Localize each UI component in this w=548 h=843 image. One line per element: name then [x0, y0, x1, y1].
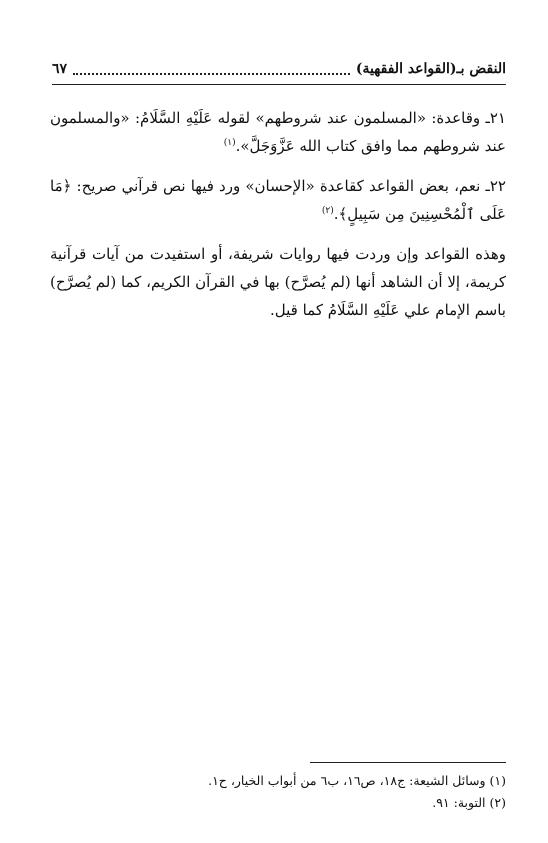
paragraph-21-text: ٢١ـ وقاعدة: «المسلمون عند شروطهم» لقوله عَلَيْهِ السَّلَامُ: «والمسلمون عند شروطهم مما وافق كتاب الله عَزَّوَجَلَّ». — [50, 109, 506, 155]
paragraph-3 — [50, 240, 506, 324]
paragraph-21 — [50, 104, 506, 160]
header-rule — [52, 84, 506, 85]
header-dotted-leader — [73, 72, 350, 75]
footnotes — [50, 770, 506, 814]
footnote-1: (١) وسائل الشيعة: ج١٨، ص١٦، ب٦ من أبواب الخيار، ح١. — [208, 773, 506, 788]
main-text — [50, 104, 506, 336]
footnote-ref-2: (٢) — [321, 206, 334, 216]
footnote-ref-1: (١) — [223, 138, 236, 148]
header-title: النقض بـ(القواعد الفقهية) — [355, 61, 506, 77]
page-number: ٦٧ — [52, 61, 68, 77]
footnote-2: (٢) التوبة: ٩١. — [432, 795, 506, 810]
footnote-separator — [310, 762, 506, 763]
paragraph-22 — [50, 172, 506, 228]
running-header — [52, 55, 506, 83]
paragraph-3-text: وهذه القواعد وإن وردت فيها روايات شريفة، أو استفيدت من آيات قرآنية كريمة، إلا أن الشاهد أنها (لم يُصرَّح) بها في القرآن الكريم، كما (لم يُصرَّح) باسم الإمام علي عَلَيْهِ السَّلَامُ كما قيل. — [50, 245, 506, 319]
paragraph-22-text: ٢٢ـ نعم، بعض القواعد كقاعدة «الإحسان» ورد فيها نص قرآني صريح: ﴿مَا عَلَى ٱلْمُحْسِنِينَ مِن سَبِيلٍ﴾. — [50, 177, 506, 223]
